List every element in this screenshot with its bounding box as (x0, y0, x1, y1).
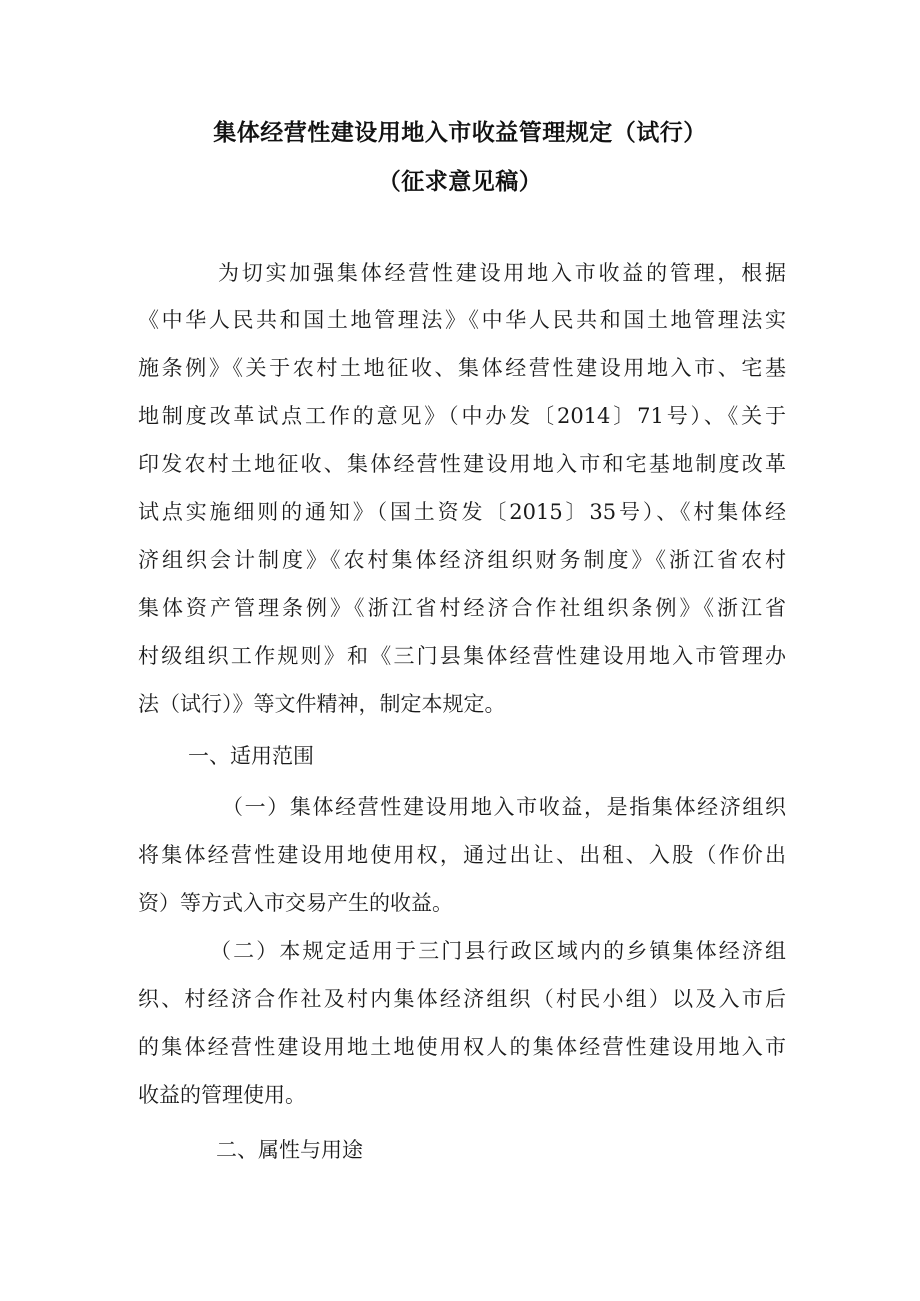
intro-line: 集体资产管理条例》《浙江省村经济合作社组织条例》《浙江省 (138, 596, 786, 620)
intro-line: 法（试行）》等文件精神，制定本规定。 (138, 692, 506, 716)
intro-line: 为切实加强集体经营性建设用地入市收益的管理，根据 (218, 261, 786, 285)
intro-line: 印发农村土地征收、集体经营性建设用地入市和宅基地制度改革 (138, 452, 786, 476)
clause-line: 收益的管理使用。 (138, 1083, 306, 1107)
clause-line: 的集体经营性建设用地土地使用权人的集体经营性建设用地入市 (138, 1035, 786, 1059)
clause-line: （一）集体经营性建设用地入市收益，是指集体经济组织 (222, 795, 786, 819)
clause-line: （二）本规定适用于三门县行政区域内的乡镇集体经济组 (210, 939, 786, 963)
clause-line: 资）等方式入市交易产生的收益。 (138, 891, 453, 915)
intro-line: 《中华人民共和国土地管理法》《中华人民共和国土地管理法实 (138, 308, 786, 332)
clause-line: 将集体经营性建设用地使用权，通过出让、出租、入股（作价出 (138, 843, 786, 867)
section-heading-scope: 一、适用范围 (188, 744, 314, 768)
clause-line: 织、村经济合作社及村内集体经济组织（村民小组）以及入市后 (138, 987, 786, 1011)
intro-line: 试点实施细则的通知》（国土资发〔2015〕35号）、《村集体经 (138, 500, 786, 524)
document-title: 集体经营性建设用地入市收益管理规定（试行） (213, 120, 707, 146)
intro-line: 施条例》《关于农村土地征收、集体经营性建设用地入市、宅基 (138, 356, 786, 380)
section-heading-nature-use: 二、属性与用途 (216, 1138, 363, 1162)
document-subtitle: （征求意见稿） (377, 169, 543, 195)
intro-line: 地制度改革试点工作的意见》（中办发〔2014〕71号）、《关于 (138, 404, 786, 428)
intro-line: 济组织会计制度》《农村集体经济组织财务制度》《浙江省农村 (138, 548, 786, 572)
intro-line: 村级组织工作规则》和《三门县集体经营性建设用地入市管理办 (138, 644, 786, 668)
